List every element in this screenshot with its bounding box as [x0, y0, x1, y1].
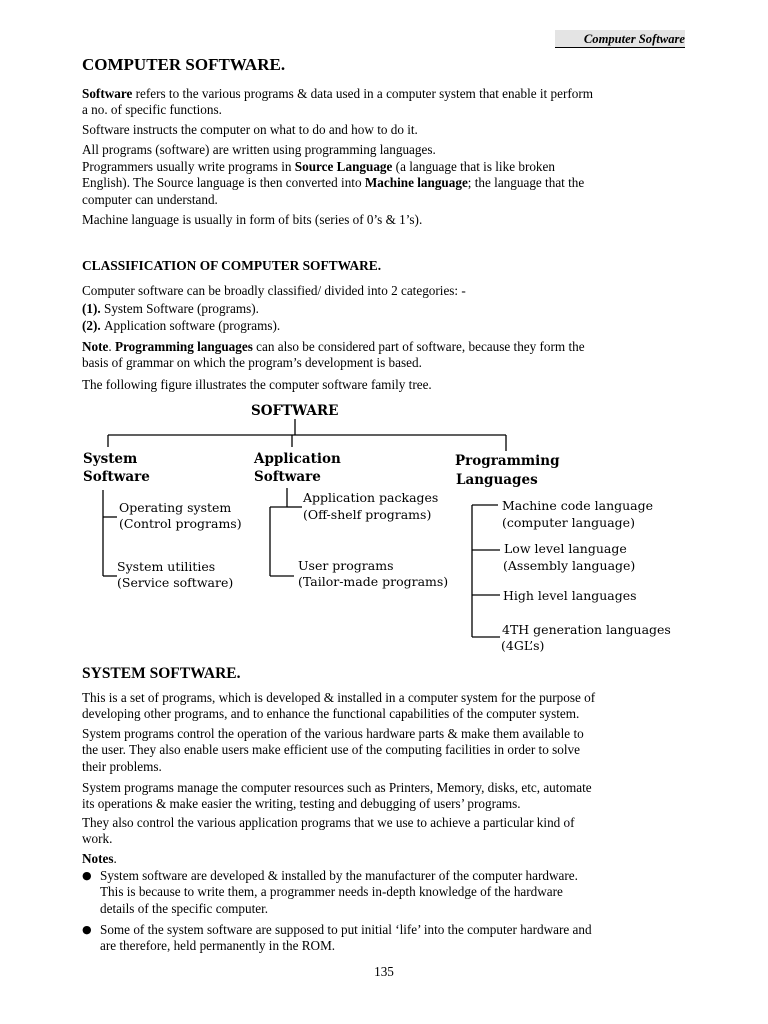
system-software-paragraph-2: System programs control the operation of the various hardware parts & make them available to the user. They also enable users make efficient use of the computing facilities in order to solve their problems. — [82, 726, 584, 774]
system-software-paragraph-4: They also control the various application programs that we use to achieve a particular kind of work. — [82, 815, 575, 847]
tree-user-programs: User programs — [298, 558, 394, 573]
tree-4th-generation-languages: 4TH generation languages — [502, 622, 671, 637]
tree-operating-system: Operating system — [119, 500, 232, 515]
tree-system-software-line1: System — [83, 451, 138, 467]
system-software-paragraph-1: This is a set of programs, which is developed & installed in a computer system for the purpose of developing other programs, and to enhance the functional capabilities of the computer system. — [82, 690, 596, 722]
running-header-text: Computer Software — [583, 32, 685, 46]
tree-off-shelf-programs: (Off-shelf programs) — [303, 507, 432, 522]
notes-label: Notes. — [82, 851, 117, 866]
intro-paragraph-1: Software refers to the various programs & data used in a computer system that enable it perform a no. of specific functions. — [82, 86, 593, 118]
classification-heading: CLASSIFICATION OF COMPUTER SOFTWARE. — [82, 258, 382, 273]
tree-computer-language: (computer language) — [502, 515, 635, 530]
tree-control-programs: (Control programs) — [119, 516, 242, 531]
tree-4gls: (4GL’s) — [501, 638, 545, 653]
tree-low-level-language: Low level language — [504, 541, 627, 556]
classification-note: Note. Programming languages can also be considered part of software, because they form the basis of grammar on which the program’s development is based. — [82, 339, 585, 371]
tree-tailor-made-programs: (Tailor-made programs) — [298, 574, 449, 589]
tree-programming-languages-line2: Languages — [456, 472, 538, 488]
tree-machine-code-language: Machine code language — [502, 498, 654, 513]
tree-programming-languages-line1: Programming — [455, 453, 560, 469]
tree-application-software-line1: Application — [254, 451, 341, 467]
running-header — [555, 30, 685, 48]
software-family-tree — [0, 395, 768, 660]
system-software-heading: SYSTEM SOFTWARE. — [82, 665, 241, 682]
tree-service-software: (Service software) — [117, 575, 234, 590]
intro-paragraph-3: All programs (software) are written using programming languages. — [82, 142, 436, 157]
classification-item-1: (1). System Software (programs). — [82, 301, 259, 316]
intro-paragraph-5: Machine language is usually in form of bits (series of 0’s & 1’s). — [82, 212, 423, 227]
tree-system-software-line2: Software — [83, 469, 150, 485]
figure-intro: The following figure illustrates the computer software family tree. — [82, 377, 432, 392]
tree-high-level-languages: High level languages — [503, 588, 637, 603]
classification-lead: Computer software can be broadly classified/ divided into 2 categories: - — [82, 283, 466, 298]
page-title: COMPUTER SOFTWARE. — [82, 55, 286, 74]
intro-paragraph-2: Software instructs the computer on what to do and how to do it. — [82, 122, 418, 137]
software-term: Software — [82, 86, 133, 101]
intro-paragraph-4: Programmers usually write programs in Source Language (a language that is like broken English). The Source language is then converted into Machine language; the language that the computer can understand. — [82, 159, 585, 207]
bullet-icon: ● — [82, 869, 92, 882]
tree-assembly-language: (Assembly language) — [503, 558, 636, 573]
tree-application-packages: Application packages — [303, 490, 439, 505]
page-number: 135 — [374, 964, 394, 979]
classification-item-2: (2). Application software (programs). — [82, 318, 281, 333]
tree-root-software: SOFTWARE — [251, 403, 339, 419]
system-software-paragraph-3: System programs manage the computer resources such as Printers, Memory, disks, etc, automate its operations & make easier the writing, testing and debugging of users’ programs. — [82, 780, 592, 812]
tree-system-utilities: System utilities — [117, 559, 216, 574]
bullet-icon: ● — [82, 923, 92, 936]
tree-application-software-line2: Software — [254, 469, 321, 485]
